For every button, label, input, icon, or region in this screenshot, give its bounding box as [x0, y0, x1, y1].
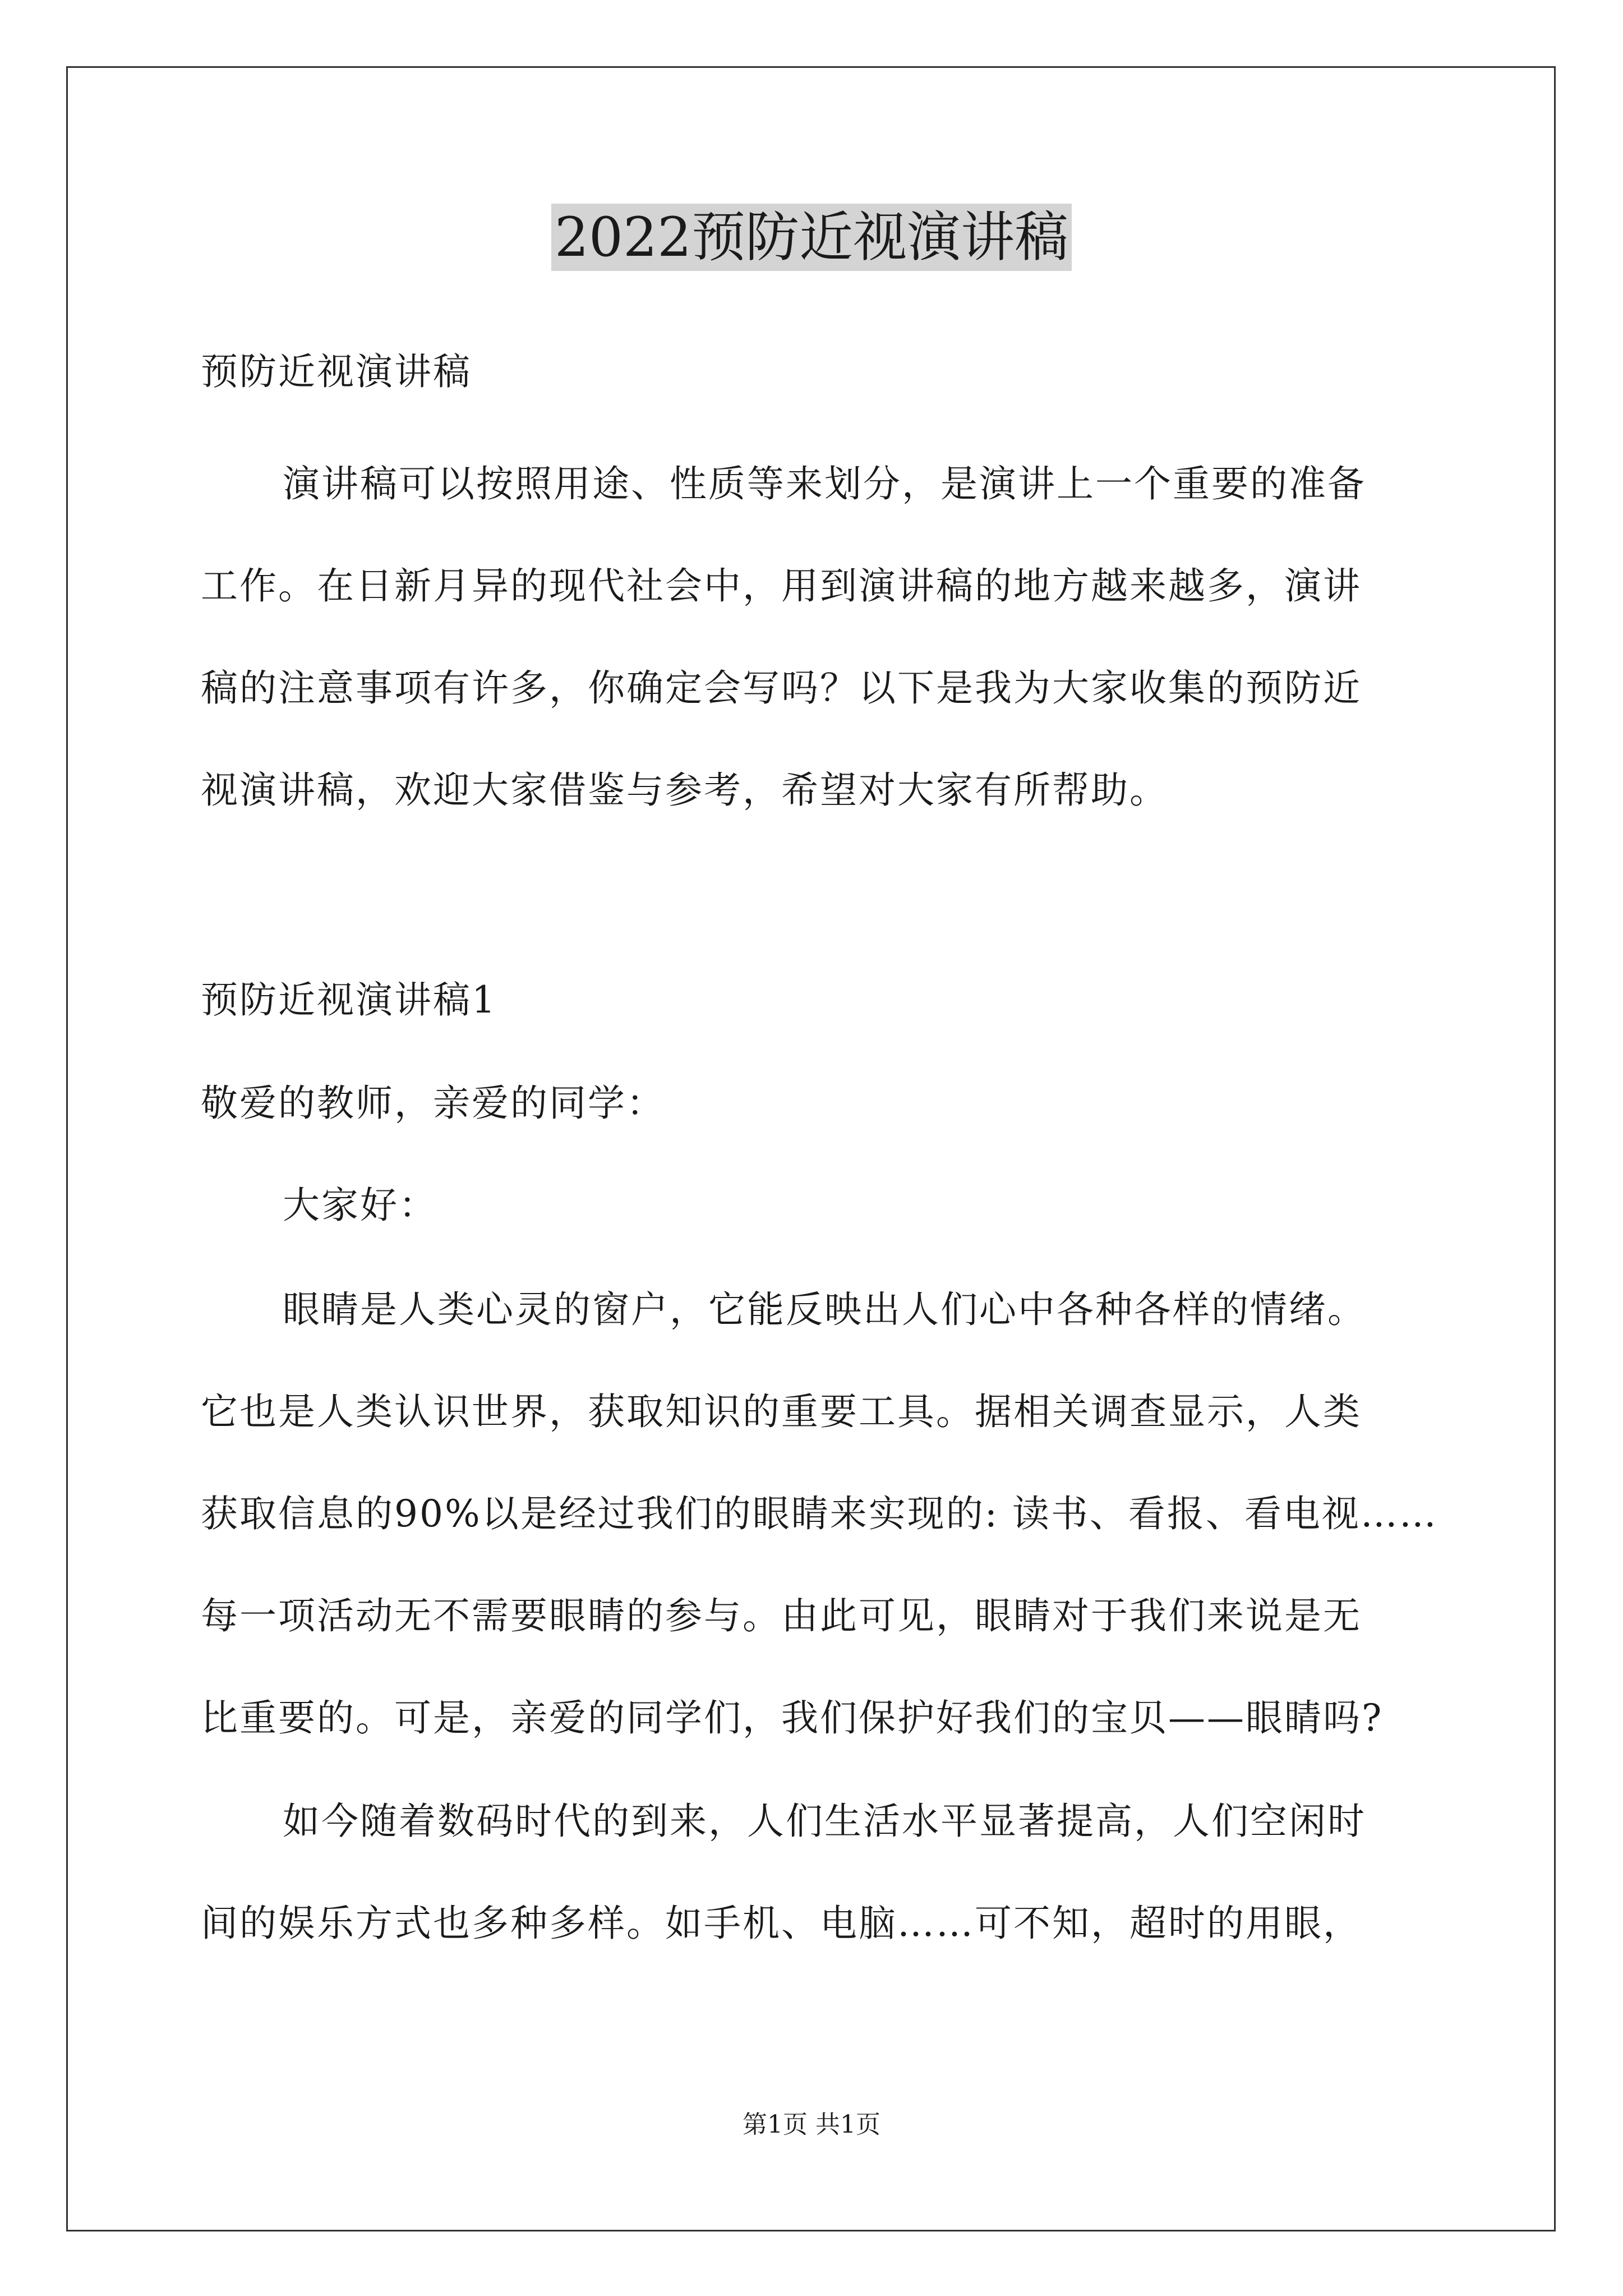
body-line: 获取信息的90%以是经过我们的眼睛来实现的: 读书、看报、看电视……	[201, 1492, 1438, 1535]
body-line: 视演讲稿，欢迎大家借鉴与参考，希望对大家有所帮助。	[201, 769, 1168, 812]
greeting-line: 大家好：	[283, 1184, 437, 1227]
body-line: 如今随着数码时代的到来，人们生活水平显著提高，人们空闲时	[283, 1800, 1366, 1843]
document-title	[0, 201, 1623, 274]
document-title-text: 2022预防近视演讲稿	[551, 204, 1072, 271]
body-line: 它也是人类认识世界，获取知识的重要工具。据相关调查显示，人类	[201, 1390, 1362, 1433]
body-line: 每一项活动无不需要眼睛的参与。由此可见，眼睛对于我们来说是无	[201, 1594, 1362, 1637]
page-footer: 第1页 共1页	[743, 2110, 880, 2139]
body-line: 间的娱乐方式也多种多样。如手机、电脑……可不知，超时的用眼，	[201, 1902, 1362, 1945]
body-line: 工作。在日新月异的现代社会中，用到演讲稿的地方越来越多，演讲	[201, 564, 1362, 608]
body-line: 比重要的。可是，亲爱的同学们，我们保护好我们的宝贝——眼睛吗?	[201, 1696, 1384, 1740]
body-line: 演讲稿可以按照用途、性质等来划分，是演讲上一个重要的准备	[283, 462, 1366, 505]
subtitle-line: 预防近视演讲稿	[201, 350, 472, 393]
body-line: 眼睛是人类心灵的窗户，它能反映出人们心中各种各样的情绪。	[283, 1288, 1366, 1331]
body-line: 稿的注意事项有许多，你确定会写吗？以下是我为大家收集的预防近	[201, 666, 1362, 710]
section-heading: 预防近视演讲稿1	[201, 978, 497, 1022]
salutation-line: 敬爱的教师，亲爱的同学：	[201, 1082, 665, 1125]
